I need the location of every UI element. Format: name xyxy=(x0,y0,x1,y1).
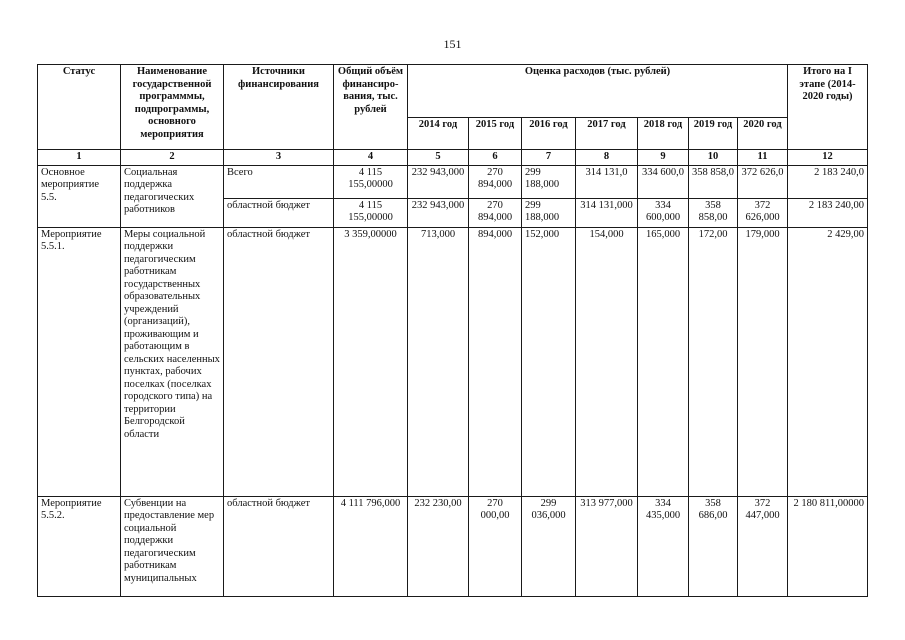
cell-2018: 334 600,0 xyxy=(638,165,689,198)
cell-2020: 179,000 xyxy=(738,227,788,496)
cell-2016: 152,000 xyxy=(522,227,576,496)
cell-2015: 270 894,000 xyxy=(469,198,522,227)
cell-stage-total: 2 180 811,00000 xyxy=(788,496,868,596)
column-number: 10 xyxy=(689,150,738,166)
header-year-2017: 2017 год xyxy=(576,117,638,149)
cell-2016: 299 188,000 xyxy=(522,198,576,227)
cell-2015: 894,000 xyxy=(469,227,522,496)
header-sources: Источники финансирования xyxy=(224,65,334,150)
column-number: 8 xyxy=(576,150,638,166)
header-year-2019: 2019 год xyxy=(689,117,738,149)
cell-2014: 232 230,00 xyxy=(408,496,469,596)
column-number: 4 xyxy=(334,150,408,166)
cell-stage-total: 2 183 240,0 xyxy=(788,165,868,198)
header-year-2014: 2014 год xyxy=(408,117,469,149)
cell-2019: 358 858,0 xyxy=(689,165,738,198)
column-number: 6 xyxy=(469,150,522,166)
budget-table xyxy=(37,64,868,597)
column-number: 3 xyxy=(224,150,334,166)
row-status: Мероприятие 5.5.1. xyxy=(38,227,121,496)
cell-total: 4 115 155,00000 xyxy=(334,165,408,198)
cell-2016: 299 188,000 xyxy=(522,165,576,198)
row-source: областной бюджет xyxy=(224,227,334,496)
cell-2016: 299 036,000 xyxy=(522,496,576,596)
header-year-2020: 2020 год xyxy=(738,117,788,149)
row-source: областной бюджет xyxy=(224,496,334,596)
row-status: Основное мероприятие 5.5. xyxy=(38,165,121,227)
column-number: 7 xyxy=(522,150,576,166)
table-row xyxy=(38,227,868,496)
column-number: 5 xyxy=(408,150,469,166)
cell-stage-total: 2 429,00 xyxy=(788,227,868,496)
cell-2019: 172,00 xyxy=(689,227,738,496)
page-number: 151 xyxy=(443,37,462,51)
cell-2014: 232 943,000 xyxy=(408,165,469,198)
header-estimate: Оценка расходов (тыс. рублей) xyxy=(408,65,788,118)
cell-2015: 270 894,000 xyxy=(469,165,522,198)
header-stage-total: Итого на I этапе (2014-2020 годы) xyxy=(788,65,868,150)
row-source: областной бюджет xyxy=(224,198,334,227)
column-numbers-row xyxy=(38,150,868,166)
cell-2017: 314 131,000 xyxy=(576,198,638,227)
header-year-2018: 2018 год xyxy=(638,117,689,149)
cell-2018: 334 435,000 xyxy=(638,496,689,596)
cell-2019: 358 686,00 xyxy=(689,496,738,596)
cell-total: 3 359,00000 xyxy=(334,227,408,496)
cell-2017: 314 131,0 xyxy=(576,165,638,198)
cell-2020: 372 626,000 xyxy=(738,198,788,227)
column-number: 2 xyxy=(121,150,224,166)
row-status: Мероприятие 5.5.2. xyxy=(38,496,121,596)
header-status: Статус xyxy=(38,65,121,150)
table-row xyxy=(38,496,868,596)
cell-2014: 232 943,000 xyxy=(408,198,469,227)
cell-total: 4 115 155,00000 xyxy=(334,198,408,227)
cell-stage-total: 2 183 240,00 xyxy=(788,198,868,227)
cell-2015: 270 000,00 xyxy=(469,496,522,596)
column-number: 11 xyxy=(738,150,788,166)
cell-2019: 358 858,00 xyxy=(689,198,738,227)
header-row xyxy=(38,65,868,118)
column-number: 1 xyxy=(38,150,121,166)
cell-2018: 165,000 xyxy=(638,227,689,496)
header-name: Наименование государственной программмы, подпрограммы, основного мероприятия xyxy=(121,65,224,150)
header-year-2015: 2015 год xyxy=(469,117,522,149)
table-row xyxy=(38,165,868,198)
cell-total: 4 111 796,000 xyxy=(334,496,408,596)
row-source: Всего xyxy=(224,165,334,198)
cell-2017: 313 977,000 xyxy=(576,496,638,596)
row-name: Субвенции на предоставление мер социальной поддержки педагогическим работникам муниципальных xyxy=(121,496,224,596)
column-number: 12 xyxy=(788,150,868,166)
column-number: 9 xyxy=(638,150,689,166)
cell-2014: 713,000 xyxy=(408,227,469,496)
cell-2020: 372 626,0 xyxy=(738,165,788,198)
cell-2020: 372 447,000 xyxy=(738,496,788,596)
cell-2018: 334 600,000 xyxy=(638,198,689,227)
header-total: Общий объём финансиро-вания, тыс. рублей xyxy=(334,65,408,150)
row-name: Меры социальной поддержки педагогическим работникам государственных образовательных учреждений (организаций), проживающим и работающим в сельских населенных пунктах, рабочих поселках (поселках городского типа) на территории Белгородской области xyxy=(121,227,224,496)
cell-2017: 154,000 xyxy=(576,227,638,496)
header-year-2016: 2016 год xyxy=(522,117,576,149)
row-name: Социальная поддержка педагогических работников xyxy=(121,165,224,227)
